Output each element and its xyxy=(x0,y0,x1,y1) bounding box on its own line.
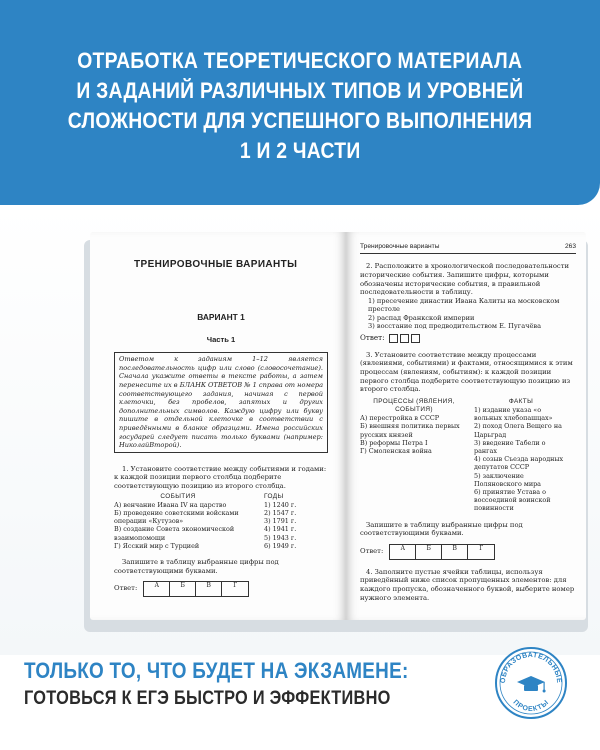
processes-header: ПРОЦЕССЫ (ЯВЛЕНИЯ, СОБЫТИЯ) xyxy=(373,397,455,413)
question-1-text: 1. Установите соответствие между событиями и годами: к каждой позиции первого столбца подберите соответствующую позицию из второго столбца. xyxy=(114,464,327,490)
year-item: 3) 1791 г. xyxy=(264,517,297,526)
question-3-write-prompt: Запишите в таблицу выбранные цифры под соответствующими буквами. xyxy=(360,520,523,538)
publisher-logo-icon xyxy=(494,646,568,720)
answer-label: Ответ: xyxy=(114,584,138,593)
right-page-header xyxy=(360,242,576,254)
years-header: ГОДЫ xyxy=(264,492,284,500)
fact-item: 4) созыв Съезда народных депутатов СССР xyxy=(474,455,564,472)
list-item: 2) распад Франкской империи xyxy=(368,313,475,322)
event-item: В) создание Совета экономической взаимопомощи xyxy=(114,525,235,542)
svg-text:ПРОЕКТЫ: ПРОЕКТЫ xyxy=(511,698,551,714)
page-number: 263 xyxy=(564,243,576,250)
question-1-write-prompt: Запишите в таблицу выбранные цифры под соответствующими буквами. xyxy=(114,557,279,575)
question-3-columns xyxy=(360,398,576,513)
part-title: Часть 1 xyxy=(206,334,236,344)
question-2-text: 2. Расположите в хронологической последовательности исторические события. Запишите цифры, которыми обозначены исторические события, в правильной последовательности в таблицу. xyxy=(360,262,570,297)
footer-subheading: ГОТОВЬСЯ К ЕГЭ БЫСТРО И ЭФФЕКТИВНО xyxy=(24,688,391,709)
running-head: Тренировочные варианты xyxy=(360,243,440,250)
event-item: Г) Ясский мир с Турцией xyxy=(114,541,200,550)
list-item: 3) восстание под предводительством Е. Пугачёва xyxy=(368,322,542,330)
answer-label: Ответ: xyxy=(360,547,384,556)
right-page xyxy=(346,232,586,620)
answer-table xyxy=(389,544,495,560)
answer-cell: В xyxy=(442,545,468,559)
banner-line-2: И ЗАДАНИЙ РАЗЛИЧНЫХ ТИПОВ И УРОВНЕЙ xyxy=(76,77,524,103)
left-page-title: ТРЕНИРОВОЧНЫЕ ВАРИАНТЫ xyxy=(134,259,298,270)
year-item: 6) 1949 г. xyxy=(264,541,297,550)
answer-cell: А xyxy=(390,545,416,559)
answer-cell: В xyxy=(196,582,222,596)
banner-line-4: 1 И 2 ЧАСТИ xyxy=(239,137,361,163)
fact-item: 5) заключение Поляновского мира xyxy=(474,471,541,488)
process-item: Б) внешняя политика первых русских князей xyxy=(360,422,460,439)
instructions-box: Ответом к заданиям 1–12 является последовательность цифр или слово (словосочетание). Сначала укажите ответы в тексте работы, а затем перенесите их в БЛАНК ОТВЕТОВ № 1 справа от номера соответствующего задания, начиная с первой клеточки, без пробелов, запятых и других дополнительных символов. Каждую цифру или букву пишите в отдельной клеточке в соответствии с приведёнными в бланке образцами. Имена российских государей следует писать только буквами (например: НиколайВторой). xyxy=(114,352,328,453)
list-item: 1) пресечение династии Ивана Калиты на московском престоле xyxy=(368,296,560,314)
left-page xyxy=(90,232,346,620)
svg-text:ОБРАЗОВАТЕЛЬНЫЕ: ОБРАЗОВАТЕЛЬНЫЕ xyxy=(499,651,563,684)
header-banner xyxy=(0,0,600,205)
events-header: СОБЫТИЯ xyxy=(160,492,196,500)
fact-item: 1) издание указа «о вольных хлебопашцах» xyxy=(474,405,553,423)
footer-heading: ТОЛЬКО ТО, ЧТО БУДЕТ НА ЭКЗАМЕНЕ: xyxy=(24,658,409,683)
question-3-answer-row xyxy=(360,544,576,560)
fact-item: 2) поход Олега Вещего на Царьград xyxy=(474,422,562,439)
event-item: Б) проведение советскими войсками операции «Кутузов» xyxy=(114,508,239,526)
year-item: 4) 1941 г. xyxy=(264,525,297,534)
event-item: А) венчание Ивана IV на царство xyxy=(114,500,227,509)
variant-title: ВАРИАНТ 1 xyxy=(197,312,245,323)
fact-item: 3) введение Табели о рангах xyxy=(474,438,546,455)
process-item: Г) Смоленская война xyxy=(360,447,432,455)
question-2-answer-row xyxy=(360,333,576,342)
question-1-columns xyxy=(114,493,328,550)
question-4-text: 4. Заполните пустые ячейки таблицы, используя приведённый ниже список пропущенных элементов: для каждого пропуска, обозначенного буквой, выберите номер нужного элемента. xyxy=(360,567,575,602)
answer-cell xyxy=(389,334,398,343)
banner-line-3: СЛОЖНОСТИ ДЛЯ УСПЕШНОГО ВЫПОЛНЕНИЯ xyxy=(67,107,533,133)
question-2-list xyxy=(368,297,576,331)
answer-cell xyxy=(411,334,420,343)
process-item: В) реформы Петра I xyxy=(360,438,428,447)
year-item: 5) 1943 г. xyxy=(264,533,297,542)
answer-cell: Г xyxy=(233,582,238,590)
answer-cell: Б xyxy=(170,582,196,596)
fact-item: 6) принятие Устава о воссоединой воинской повинности xyxy=(474,488,551,513)
answer-cell: Г xyxy=(479,544,484,552)
question-3-text: 3. Установите соответствие между процессами (явлениями, событиями) и фактами, относящимися к этим процессам (явлениям, событиям): к каждой позиции первого столбца подберите соответствующую позицию из второго столбца. xyxy=(360,350,573,394)
answer-cell xyxy=(400,334,409,343)
answer-label: Ответ: xyxy=(360,333,385,343)
facts-header: ФАКТЫ xyxy=(508,397,534,405)
banner-line-1: ОТРАБОТКА ТЕОРЕТИЧЕСКОГО МАТЕРИАЛА xyxy=(77,47,523,73)
year-item: 1) 1240 г. xyxy=(264,500,297,509)
answer-table xyxy=(143,581,249,597)
answer-cell: А xyxy=(144,582,170,596)
question-1-answer-row xyxy=(114,581,328,597)
process-item: А) перестройка в СССР xyxy=(360,414,440,423)
answer-cell: Б xyxy=(416,545,442,559)
year-item: 2) 1547 г. xyxy=(264,508,297,517)
